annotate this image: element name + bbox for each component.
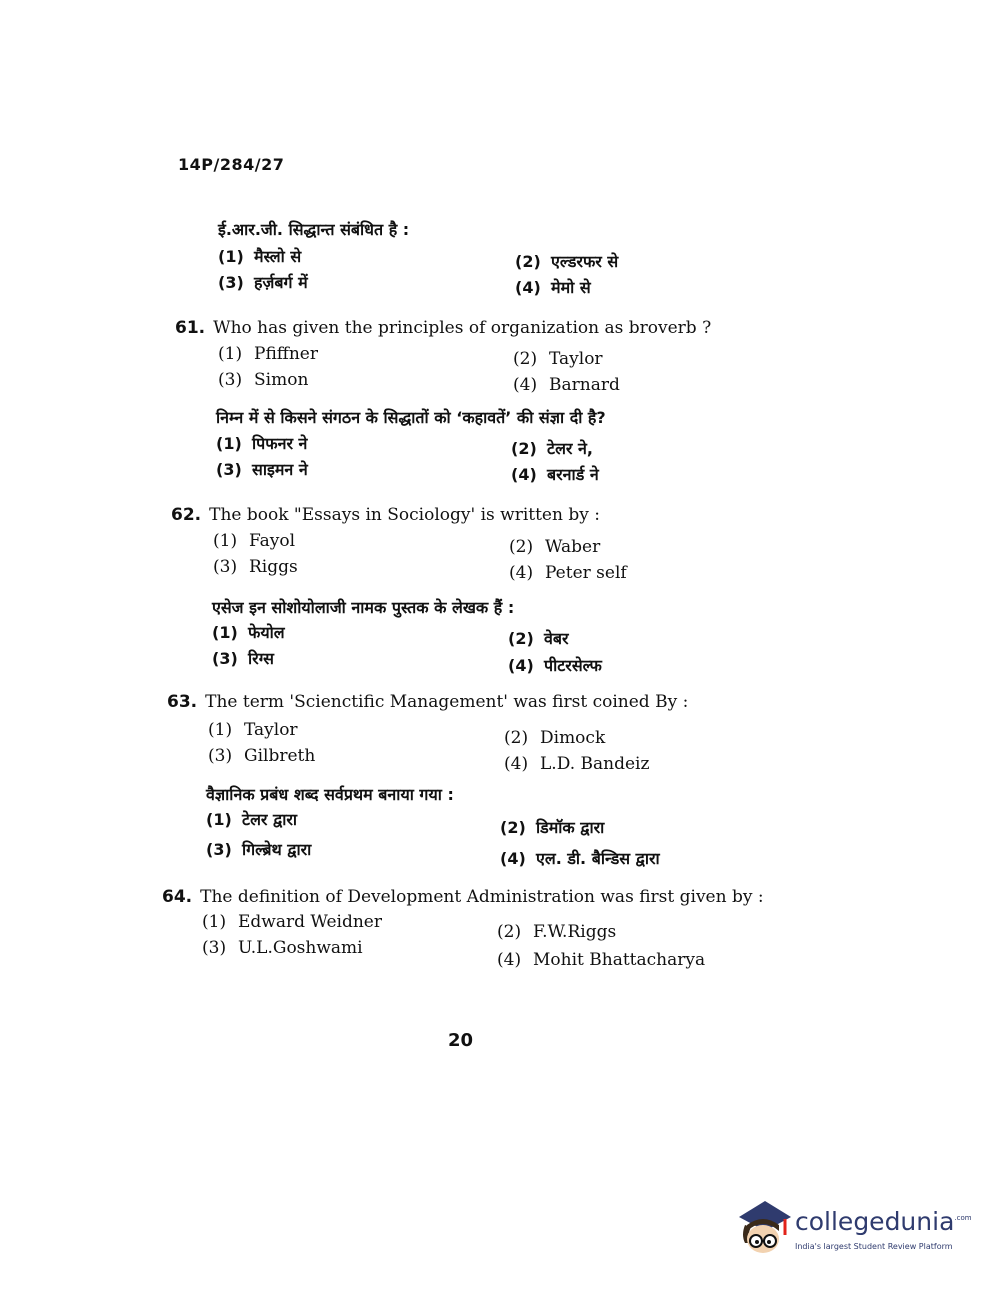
q62-english-option-4: (4) Peter self: [509, 563, 627, 583]
q63-hindi-stem: वैज्ञानिक प्रबंध शब्द सर्वप्रथम बनाया गया :: [206, 785, 454, 804]
brand-tagline: India's largest Student Review Platform: [795, 1242, 953, 1251]
mascot-icon: [735, 1195, 793, 1259]
q63-english-option-4: (4) L.D. Bandeiz: [504, 754, 650, 774]
q64-english-option-2: (2) F.W.Riggs: [497, 922, 617, 942]
q62-hindi-option-2: (2) वेबर: [508, 629, 569, 648]
q63-hindi-option-2: (2) डिमॉक द्वारा: [500, 818, 605, 837]
q61-english-option-4: (4) Barnard: [513, 375, 620, 395]
q64-english-stem: 64. The definition of Development Administration was first given by :: [162, 887, 764, 907]
q62-english-option-3: (3) Riggs: [213, 557, 298, 577]
q64-english-option-4: (4) Mohit Bhattacharya: [497, 950, 706, 970]
q61-english-option-1: (1) Pfiffner: [218, 344, 318, 364]
q60-hindi-stem: ई.आर.जी. सिद्धान्त संबंधित है :: [218, 220, 410, 239]
q63-hindi-option-3: (3) गिल्ब्रेथ द्वारा: [206, 840, 312, 859]
q63-english-option-3: (3) Gilbreth: [208, 746, 316, 766]
page-number: 20: [448, 1030, 474, 1051]
q62-hindi-option-3: (3) रिग्स: [212, 649, 275, 668]
q61-hindi-option-1: (1) पिफनर ने: [216, 434, 308, 453]
q61-hindi-option-2: (2) टेलर ने,: [511, 439, 593, 458]
q64-english-option-1: (1) Edward Weidner: [202, 912, 382, 932]
q60-hindi-option-1: (1) मैस्लो से: [218, 247, 302, 266]
q63-hindi-option-4: (4) एल. डी. बैन्डिस द्वारा: [500, 849, 660, 868]
paper-code: 14P/284/27: [178, 155, 285, 174]
collegedunia-logo: [735, 1195, 972, 1265]
q63-hindi-option-1: (1) टेलर द्वारा: [206, 810, 298, 829]
q63-english-option-1: (1) Taylor: [208, 720, 298, 740]
q61-english-stem: 61. Who has given the principles of organization as broverb ?: [175, 318, 712, 338]
q62-hindi-option-4: (4) पीटरसेल्फ: [508, 656, 602, 675]
q60-hindi-option-4: (4) मेमो से: [515, 278, 591, 297]
q61-english-option-3: (3) Simon: [218, 370, 309, 390]
q62-hindi-stem: एसेज इन सोशोयोलाजी नामक पुस्तक के लेखक हैं :: [212, 598, 515, 617]
q60-hindi-option-2: (2) एल्डरफर से: [515, 252, 619, 271]
q61-english-option-2: (2) Taylor: [513, 349, 603, 369]
q60-hindi-option-3: (3) हर्ज़बर्ग में: [218, 273, 308, 292]
q64-english-option-3: (3) U.L.Goshwami: [202, 938, 363, 958]
q62-english-option-2: (2) Waber: [509, 537, 601, 557]
q61-hindi-option-3: (3) साइमन ने: [216, 460, 308, 479]
q61-hindi-stem: निम्न में से किसने संगठन के सिद्धातों को ‘कहावतें’ की संज्ञा दी है?: [216, 408, 606, 427]
q62-english-stem: 62. The book "Essays in Sociology' is written by :: [171, 505, 600, 525]
q62-hindi-option-1: (1) फेयोल: [212, 623, 285, 642]
q63-english-stem: 63. The term 'Scienctific Management' was first coined By :: [167, 692, 689, 712]
q63-english-option-2: (2) Dimock: [504, 728, 606, 748]
q62-english-option-1: (1) Fayol: [213, 531, 296, 551]
q61-hindi-option-4: (4) बरनार्ड ने: [511, 465, 599, 484]
brand-name: collegedunia$^{.com}$: [795, 1207, 972, 1236]
